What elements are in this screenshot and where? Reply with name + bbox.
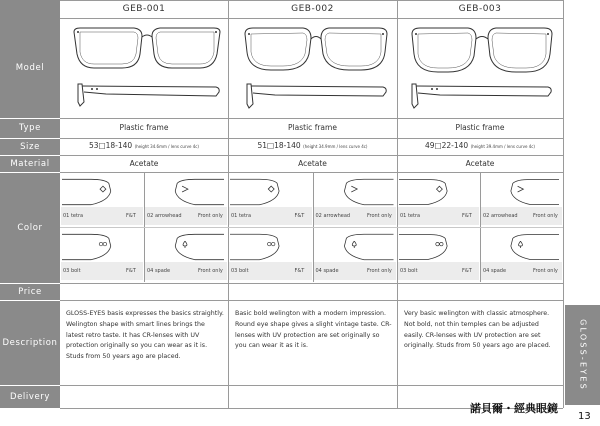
swatch-frame-part: [399, 177, 476, 207]
brand-side-tab: [565, 305, 600, 405]
swatch-frame-part: [482, 232, 559, 262]
product-size-3: [397, 141, 563, 150]
row-label-size: Size: [20, 141, 40, 152]
swatch-frame-part: [230, 232, 309, 262]
swatch-label: 01 tetra: [63, 213, 84, 219]
size-detail: (height 39.4mm / lens curve 4c): [470, 144, 535, 149]
product-code-2: GEB-002: [291, 4, 334, 14]
swatch-frame-part: [399, 232, 476, 262]
swatch-label: 03 bolt: [63, 268, 81, 274]
ft-label: F&T: [462, 213, 472, 219]
product-description-1: GLOSS-EYES basis expresses the basics straightly. Welington shape with smart lines brings the latest retro taste. It has CR-lenses with UV protection originally so you can wear as it is. Studs from 50 years ago are placed.: [66, 310, 224, 361]
product-type-3: Plastic frame: [455, 123, 505, 132]
row-label-color: Color: [17, 222, 43, 233]
swatch-label: 02 arrowhead: [315, 213, 351, 219]
swatch-label: 03 bolt: [231, 268, 249, 274]
front-only-label: Front only: [198, 213, 223, 219]
product-description-2: Basic bold welington with a modern impression. Round eye shape gives a slight vintage taste. CR-lenses with UV protection are set originally so you can wear it as it is.: [235, 310, 392, 350]
ft-label: F&T: [294, 213, 305, 219]
row-label-description: Description: [2, 337, 58, 348]
row-label-material: Material: [10, 158, 50, 169]
size-detail: (height 34.9mm / lens curve 4c): [303, 144, 368, 149]
ft-label: F&T: [126, 213, 136, 219]
glasses-front-drawing-1: [72, 24, 222, 74]
product-type-2: Plastic frame: [288, 123, 337, 132]
size-main: 49□22-140: [424, 141, 469, 150]
product-size-2: [228, 141, 397, 150]
product-code-3: GEB-003: [458, 4, 502, 14]
front-only-label: Front only: [533, 213, 558, 219]
swatch-label: 01 tetra: [231, 213, 252, 219]
product-type-1: Plastic frame: [119, 123, 169, 132]
glasses-front-drawing-3: [410, 24, 554, 76]
ft-label: F&T: [294, 268, 305, 274]
row-label-model: Model: [15, 63, 45, 73]
swatch-frame-part: [62, 232, 140, 262]
swatch-frame-part: [315, 232, 394, 262]
swatch-label: 04 spade: [483, 268, 507, 274]
swatch-label: 01 tetra: [400, 213, 421, 219]
swatch-frame-part: [230, 177, 309, 207]
swatch-label: 04 spade: [315, 268, 339, 274]
front-only-label: Front only: [198, 268, 223, 274]
size-main: 51□18-140: [257, 141, 301, 150]
swatch-frame-part: [62, 177, 140, 207]
swatch-label: 04 spade: [147, 268, 171, 274]
size-detail: (height 34.6mm / lens curve 4c): [134, 144, 199, 149]
footer-brand: 諾貝爾・經典眼鏡: [470, 402, 558, 415]
glasses-side-drawing-3: [410, 82, 554, 112]
size-main: 53□18-140: [88, 141, 133, 150]
glasses-front-drawing-2: [243, 24, 389, 74]
swatch-label: 02 arrowhead: [483, 213, 518, 219]
front-only-label: Front only: [367, 213, 392, 219]
swatch-frame-part: [315, 177, 394, 207]
swatch-label: 03 bolt: [400, 268, 418, 274]
product-description-3: Very basic welington with classic atmosphere. Not bold, not thin temples can be adjusted easily. CR-lenses with UV protection are set originally. Studs from 50 years ago are placed.: [404, 310, 551, 350]
swatch-label: 02 arrowhead: [147, 213, 182, 219]
glasses-side-drawing-1: [76, 82, 222, 112]
row-label-delivery: Delivery: [9, 391, 51, 402]
product-code-1: GEB-001: [122, 4, 166, 14]
product-material-2: Acetate: [298, 159, 327, 168]
swatch-frame-part: [482, 177, 559, 207]
ft-label: F&T: [462, 268, 472, 274]
front-only-label: Front only: [533, 268, 558, 274]
row-label-type: Type: [19, 123, 41, 133]
product-size-1: [60, 141, 228, 150]
product-material-3: Acetate: [465, 159, 495, 168]
swatch-frame-part: [146, 177, 224, 207]
product-material-1: Acetate: [129, 159, 159, 168]
side-tab-label: GLOSS-EYES: [578, 319, 587, 391]
glasses-side-drawing-2: [245, 82, 389, 112]
page-number: 13: [578, 411, 591, 422]
row-label-price: Price: [18, 286, 42, 297]
swatch-frame-part: [146, 232, 224, 262]
front-only-label: Front only: [367, 268, 392, 274]
ft-label: F&T: [126, 268, 136, 274]
